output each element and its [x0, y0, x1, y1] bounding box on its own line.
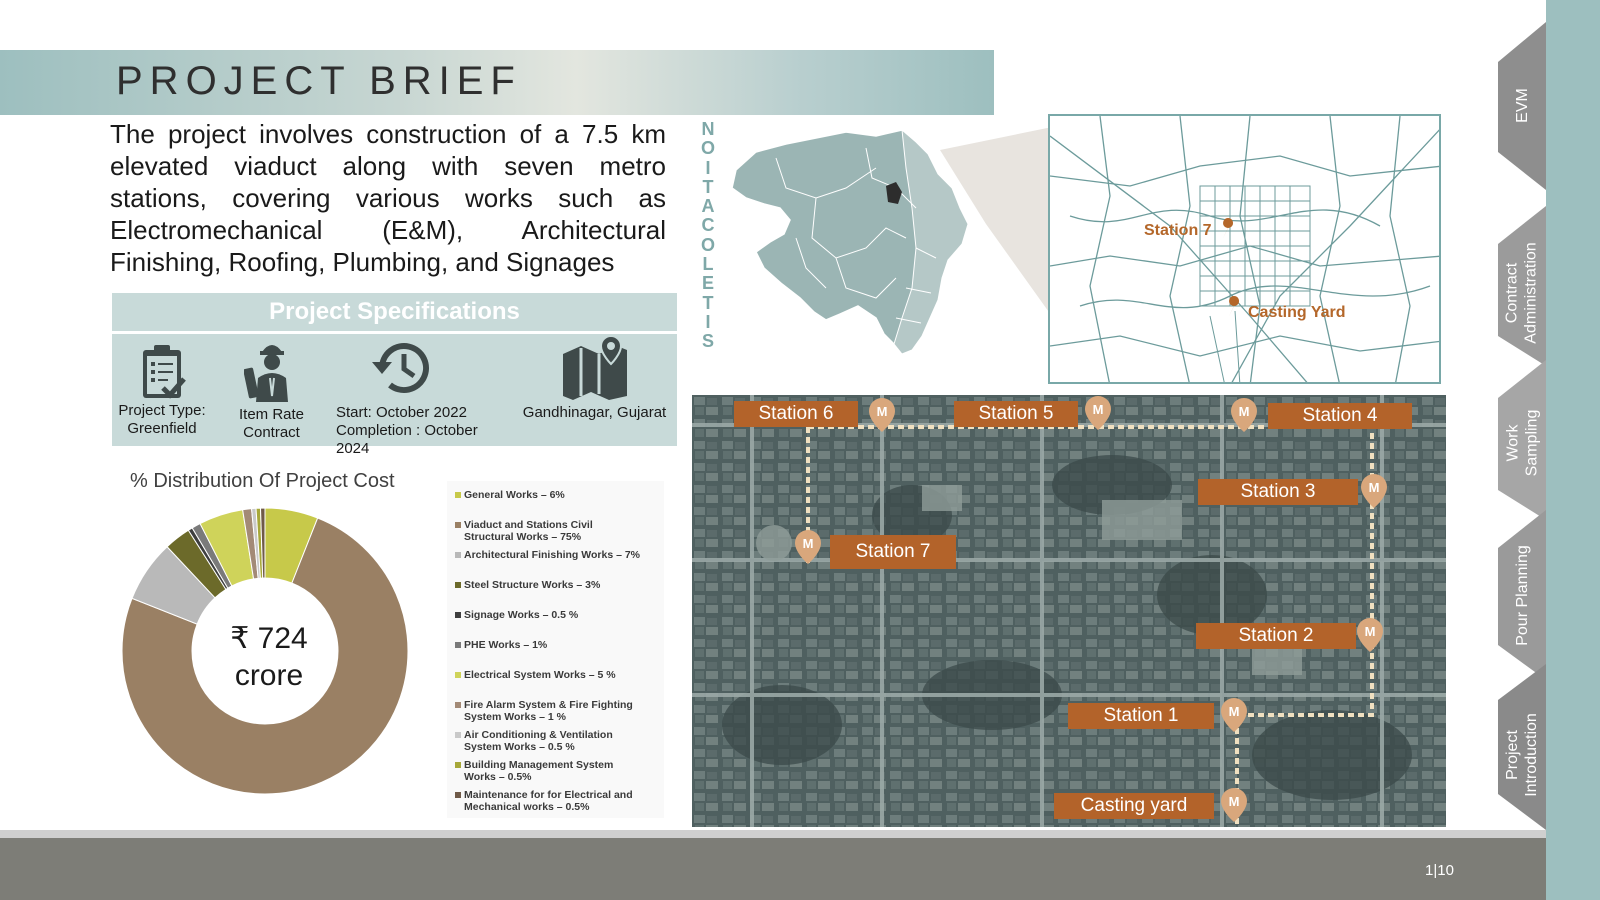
nav-work-text — [1503, 410, 1541, 477]
legend-item — [455, 669, 665, 681]
legend-item — [455, 489, 665, 501]
legend-text: PHE Works – 1% — [464, 639, 548, 651]
zoom-station7-label: Station 7 — [1144, 222, 1212, 239]
legend-text: Mechanical works – 0.5% — [464, 801, 590, 813]
map-pin-icon — [559, 334, 631, 402]
spec-contract — [224, 338, 319, 442]
footer-divider — [0, 830, 1546, 838]
total-cost-value: ₹ 724 — [230, 622, 308, 655]
metro-pin-icon — [868, 397, 896, 433]
metro-pin-icon — [1230, 397, 1258, 433]
legend-swatch — [455, 522, 461, 528]
aerial-background — [692, 395, 1446, 827]
spec-timeline — [336, 336, 512, 458]
start-date: Start: October 2022 — [336, 404, 467, 421]
legend-item — [455, 789, 665, 813]
total-cost-unit: crore — [234, 659, 304, 692]
cost-legend — [447, 481, 664, 818]
site-location-letter: A — [701, 196, 715, 217]
nav-pour-text: Pour Planning — [1513, 544, 1531, 646]
legend-item — [455, 549, 665, 561]
legend-swatch — [455, 582, 461, 588]
specifications-heading: Project Specifications — [112, 293, 677, 331]
cost-chart-title: % Distribution Of Project Cost — [130, 470, 395, 492]
legend-swatch — [455, 492, 461, 498]
site-location-letter: O — [700, 234, 715, 255]
legend-text: Structural Works – 75% — [464, 531, 582, 543]
location-text: Gandhinagar, Gujarat — [522, 404, 667, 421]
nav-tab-work-sampling-label[interactable] — [1496, 368, 1548, 518]
title-band — [0, 50, 994, 115]
spec-location — [512, 334, 677, 422]
nav-project-line1: Project — [1504, 730, 1522, 780]
spec-project-type — [112, 342, 212, 438]
aerial-route-map — [692, 395, 1446, 827]
nav-tab-project-label[interactable] — [1496, 680, 1548, 830]
engineer-icon — [244, 338, 300, 404]
pin-letter: M — [1092, 402, 1104, 417]
nav-contract-text — [1503, 242, 1541, 343]
footer-bar — [0, 838, 1546, 900]
zoomed-city-map — [1048, 114, 1441, 384]
side-navigation-bar — [1546, 0, 1600, 900]
station7-marker-icon — [1223, 218, 1233, 238]
metro-pin-icon — [1360, 473, 1388, 509]
site-location-letter: I — [705, 311, 711, 332]
legend-swatch — [455, 672, 461, 678]
site-location-letter: O — [700, 138, 715, 159]
legend-text: Air Conditioning & Ventilation — [464, 729, 613, 741]
site-location-letter: E — [701, 273, 714, 294]
station-1-label: Station 1 — [1068, 703, 1214, 729]
contract-type-line2: Contract — [243, 424, 300, 441]
site-location-letter: L — [702, 254, 714, 275]
legend-text: System Works – 0.5 % — [464, 741, 575, 753]
site-location-letter: N — [701, 119, 715, 139]
legend-swatch — [455, 612, 461, 618]
legend-text: Electrical System Works – 5 % — [464, 669, 616, 681]
legend-item — [455, 579, 665, 591]
legend-text: Fire Alarm System & Fire Fighting — [464, 699, 633, 711]
nav-tab-contract-label[interactable] — [1496, 218, 1548, 368]
nav-project-text — [1503, 713, 1541, 797]
map-markers — [1223, 218, 1239, 316]
gujarat-state-map — [716, 128, 1056, 364]
station-7-label: Station 7 — [830, 535, 956, 569]
legend-swatch — [455, 792, 461, 798]
metro-pin-icon — [1084, 395, 1112, 431]
nav-tab-pour-label[interactable] — [1496, 520, 1548, 670]
legend-item — [455, 729, 665, 753]
legend-text: Works – 0.5% — [464, 771, 532, 783]
legend-item — [455, 759, 665, 783]
legend-text: Signage Works – 0.5 % — [464, 609, 579, 621]
zoom-casting-yard-label: Casting Yard — [1248, 304, 1346, 321]
completion-date: Completion : October 2024 — [336, 422, 478, 457]
legend-item — [455, 609, 665, 621]
metro-pin-icon — [1220, 697, 1248, 733]
nav-tab-evm-label[interactable] — [1496, 40, 1548, 170]
station-6-label: Station 6 — [734, 401, 858, 427]
station-5-label: Station 5 — [954, 401, 1078, 427]
project-type-value: Greenfield — [127, 420, 197, 437]
nav-evm-text: EVM — [1513, 87, 1531, 123]
legend-text: Viaduct and Stations Civil — [464, 519, 593, 531]
metro-pin-icon — [1356, 617, 1384, 653]
pin-letter: M — [1368, 480, 1380, 495]
legend-text: Architectural Finishing Works – 7% — [464, 549, 641, 561]
site-location-letter: T — [702, 292, 714, 313]
station-2-label: Station 2 — [1196, 623, 1356, 649]
nav-work-line2: Sampling — [1523, 409, 1541, 477]
contract-type-line1: Item Rate — [238, 406, 305, 423]
metro-pin-icon — [1220, 787, 1248, 823]
legend-swatch — [455, 702, 461, 708]
nav-contract-line2: Administration — [1523, 242, 1540, 344]
site-location-letter: C — [701, 215, 715, 236]
legend-text: Steel Structure Works – 3% — [464, 579, 601, 591]
pin-letter: M — [1238, 404, 1250, 419]
legend-item — [455, 699, 665, 723]
page-title: PROJECT BRIEF — [116, 59, 522, 103]
project-type-label: Project Type: — [118, 402, 206, 419]
legend-text: Maintenance for for Electrical and — [464, 789, 633, 801]
road-network — [1050, 116, 1441, 384]
legend-swatch — [455, 642, 461, 648]
specifications-panel — [112, 334, 677, 457]
history-clock-icon — [368, 336, 434, 400]
pin-letter: M — [802, 536, 814, 551]
pin-letter: M — [1228, 794, 1240, 809]
metro-pin-icon — [794, 529, 822, 565]
casting-yard-label: Casting yard — [1054, 793, 1214, 819]
legend-swatch — [455, 732, 461, 738]
clipboard-check-icon — [137, 342, 187, 400]
legend-swatch — [455, 552, 461, 558]
legend-item — [455, 639, 665, 651]
legend-swatch — [455, 762, 461, 768]
project-intro-text: The project involves construction of a 7.5 km elevated viaduct along with seven metro stations, covering various works such as Electromechanical (E&M), Architectural Finishing, Roofing, Plumbing, and Signages — [110, 119, 666, 277]
legend-item — [455, 519, 665, 543]
station-3-label: Station 3 — [1198, 479, 1358, 505]
nav-project-line2: Introduction — [1523, 713, 1541, 797]
site-location-letter: T — [702, 176, 714, 197]
nav-work-line1: Work — [1504, 424, 1522, 462]
nav-contract-line1: Contract — [1504, 262, 1521, 324]
station-4-label: Station 4 — [1268, 403, 1412, 429]
donut-center-label — [199, 620, 339, 694]
pin-letter: M — [1364, 624, 1376, 639]
pin-letter: M — [1228, 704, 1240, 719]
site-location-letter: I — [705, 157, 711, 178]
legend-text: System Works – 1 % — [464, 711, 566, 723]
page-number: 1|10 — [1425, 862, 1454, 879]
pin-letter: M — [876, 404, 888, 419]
legend-text: Building Management System — [464, 759, 614, 771]
legend-text: General Works – 6% — [464, 489, 565, 501]
site-location-letter: S — [701, 331, 714, 352]
